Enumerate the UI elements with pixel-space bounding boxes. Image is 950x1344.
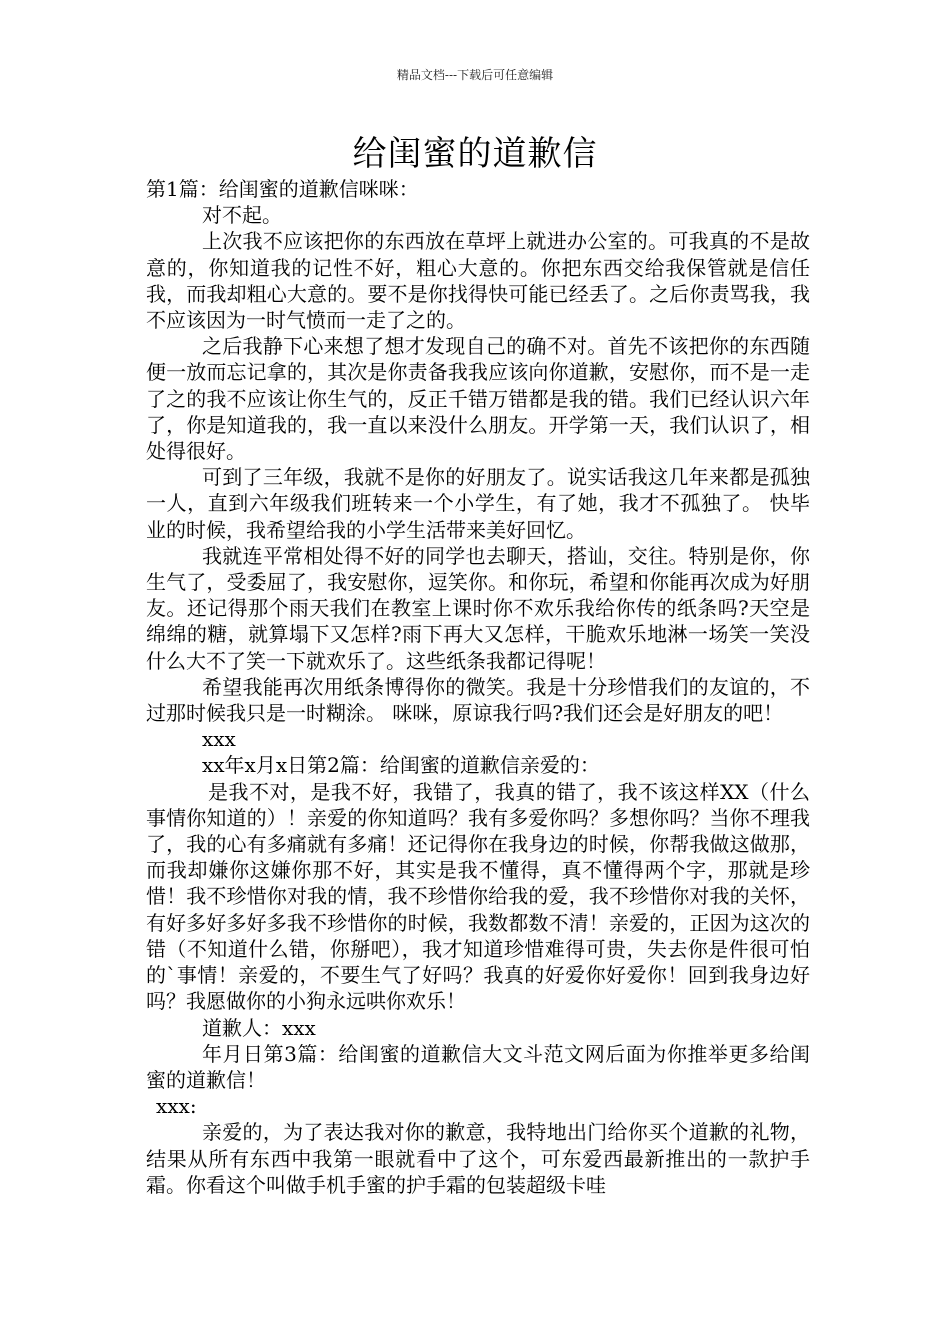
document-title: 给闺蜜的道歉信	[352, 134, 598, 174]
page-header: 精品文档---下载后可任意编辑	[396, 68, 554, 82]
paragraph: 之后我静下心来想了想才发现自己的确不对。首先不该把你的东西随便一放而忘记拿的，其次是你责备我我应该向你道歉，安慰你，而不是一走了之的我不应该让你生气的，反正千错万错都是我的错。我们已经认识六年了，你是知道我的，我一直以来没什么朋友。开学第一天，我们认识了，相处得很好。	[146, 334, 810, 464]
signature: xxx	[202, 727, 236, 752]
paragraph: 希望我能再次用纸条博得你的微笑。我是十分珍惜我们的友谊的，不过那时候我只是一时糊涂。 咪咪，原谅我行吗?我们还会是好朋友的吧！	[146, 674, 810, 726]
paragraph: 亲爱的，为了表达我对你的歉意，我特地出门给你买个道歉的礼物，结果从所有东西中我第一眼就看中了这个，可东爱西最新推出的一款护手霜。你看这个叫做手机手蜜的护手霜的包装超级卡哇	[146, 1120, 810, 1197]
paragraph: 对不起。	[202, 203, 282, 228]
paragraph: 是我不对，是我不好，我错了，我真的错了，我不该这样XX（什么事情你知道的）！亲爱的你知道吗？我有多爱你吗？多想你吗？当你不理我了，我的心有多痛就有多痛！还记得你在我身边的时候，你帮我做这做那，而我却嫌你这嫌你那不好，其实是我不懂得，真不懂得两个字，那就是珍惜！我不珍惜你对我的情，我不珍惜你给我的爱，我不珍惜你对我的关怀，有好多好多好多我不珍惜你的时候，我数都数不清！亲爱的，正因为这次的错（不知道什么错，你掰吧），我才知道珍惜难得可贵，失去你是件很可怕的`事情！亲爱的，不要生气了好吗？我真的好爱你好爱你！回到我身边好吗？我愿做你的小狗永远哄你欢乐！	[146, 779, 810, 1014]
paragraph: 可到了三年级，我就不是你的好朋友了。说实话我这几年来都是孤独一人，直到六年级我们班转来一个小学生，有了她，我才不孤独了。 快毕业的时候，我希望给我的小学生活带来美好回忆。	[146, 465, 810, 542]
letter-body	[146, 176, 810, 1198]
section-heading-2: xx年x月x日第2篇：给闺蜜的道歉信亲爱的：	[202, 753, 600, 778]
paragraph: 我就连平常相处得不好的同学也去聊天，搭讪，交往。特别是你，你生气了，受委屈了，我安慰你，逗笑你。和你玩，希望和你能再次成为好朋友。还记得那个雨天我们在教室上课时你不欢乐我给你传的纸条吗?天空是绵绵的糖，就算塌下又怎样?雨下再大又怎样，干脆欢乐地淋一场笑一笑没什么大不了笑一下就欢乐了。这些纸条我都记得呢！	[146, 543, 810, 673]
paragraph: 上次我不应该把你的东西放在草坪上就进办公室的。可我真的不是故意的，你知道我的记性不好，粗心大意的。你把东西交给我保管就是信任我，而我却粗心大意的。要不是你找得快可能已经丢了。之后你责骂我，我不应该因为一时气愤而一走了之的。	[146, 229, 810, 333]
section-heading-1: 第1篇：给闺蜜的道歉信咪咪：	[146, 177, 419, 201]
salutation: xxx:	[156, 1094, 197, 1119]
signature: 道歉人：xxx	[202, 1015, 316, 1040]
section-heading-3: 年月日第3篇：给闺蜜的道歉信大文斗范文网后面为你推举更多给闺蜜的道歉信！	[146, 1041, 810, 1092]
